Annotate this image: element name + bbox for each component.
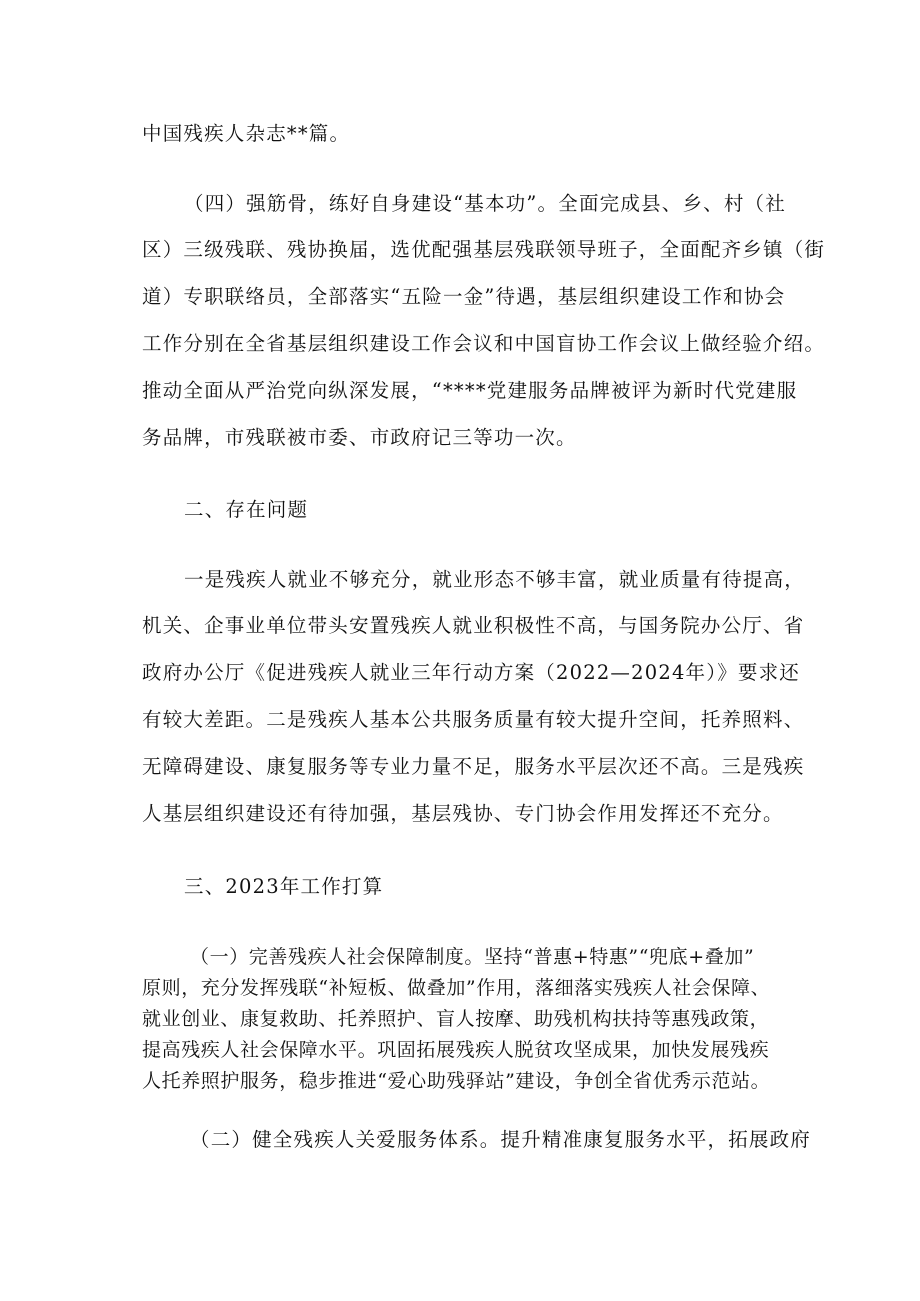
- text-line: 有较大差距。二是残疾人基本公共服务质量有较大提升空间，托养照料、: [142, 708, 805, 731]
- text-line: （一）完善残疾人社会保障制度。坚持“普惠+特惠”“兜底+叠加”: [190, 946, 755, 968]
- text-line: 务品牌，市残联被市委、市政府记三等功一次。: [142, 426, 577, 449]
- text-line: 一是残疾人就业不够充分，就业形态不够丰富，就业质量有待提高，: [184, 568, 806, 591]
- text-line: 就业创业、康复救助、托养照护、盲人按摩、助残机构扶持等惠残政策，: [142, 1008, 770, 1030]
- text-line: 无障碍建设、康复服务等专业力量不足，服务水平层次还不高。三是残疾: [142, 755, 805, 778]
- text-line: 原则，充分发挥残联“补短板、做叠加”作用，落细落实残疾人社会保障、: [142, 977, 771, 999]
- text-line: 中国残疾人杂志**篇。: [142, 122, 351, 145]
- section-heading: 三、2023年工作打算: [184, 875, 384, 898]
- text-line: 人基层组织建设还有待加强，基层残协、专门协会作用发挥还不充分。: [142, 802, 784, 825]
- text-line: 道）专职联络员，全部落实“五险一金”待遇，基层组织建设工作和协会: [142, 285, 786, 308]
- text-line: 人托养照护服务，稳步推进“爱心助残驿站”建设，争创全省优秀示范站。: [142, 1070, 771, 1092]
- text-line: 区）三级残联、残协换届，选优配强基层残联领导班子，全面配齐乡镇（街: [142, 238, 826, 261]
- text-line: 提高残疾人社会保障水平。巩固拓展残疾人脱贫攻坚成果，加快发展残疾: [142, 1039, 770, 1061]
- text-line: 工作分别在全省基层组织建设工作会议和中国盲协工作会议上做经验介绍。: [142, 332, 826, 355]
- text-line: 政府办公厅《促进残疾人就业三年行动方案（2022—2024年）》要求还: [142, 661, 801, 684]
- text-line: 机关、企事业单位带头安置残疾人就业积极性不高，与国务院办公厅、省: [142, 614, 805, 637]
- text-line: （四）强筋骨，练好自身建设“基本功”。全面完成县、乡、村（社: [184, 192, 786, 215]
- text-line: 推动全面从严治党向纵深发展，“****党建服务品牌被评为新时代党建服: [142, 379, 798, 402]
- section-heading: 二、存在问题: [184, 498, 309, 521]
- text-line: （二）健全残疾人关爱服务体系。提升精准康复服务水平，拓展政府: [190, 1128, 812, 1151]
